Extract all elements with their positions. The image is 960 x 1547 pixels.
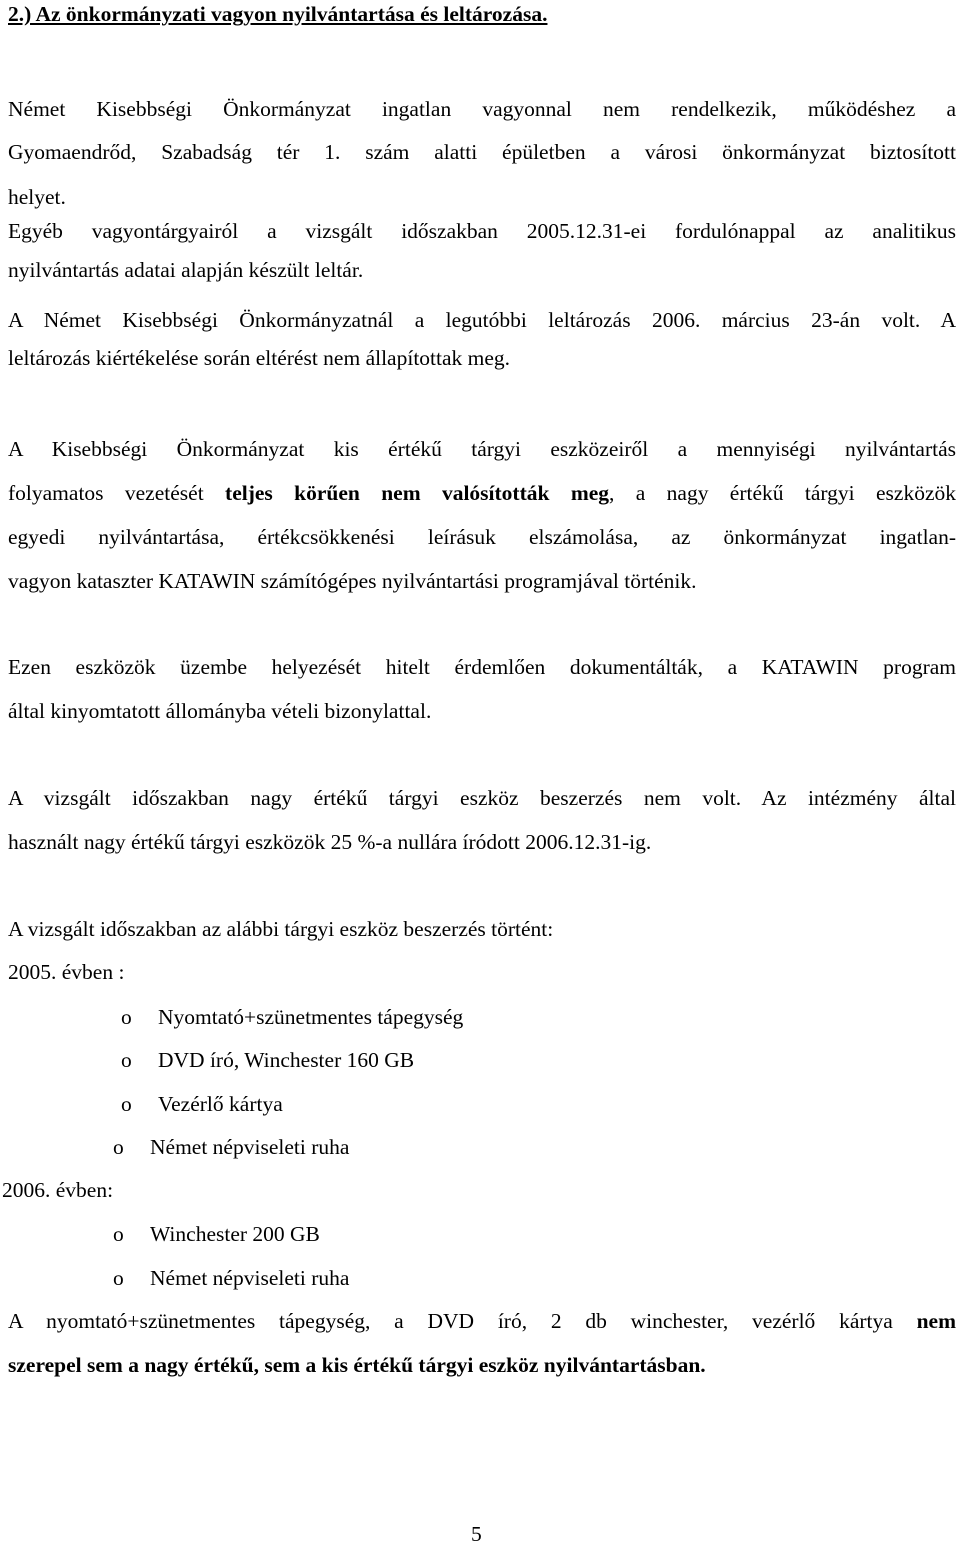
p6-line-2: használt nagy értékű tárgyi eszközök 25 %-a nullára íródott 2006.12.31-ig. bbox=[8, 830, 652, 854]
bullet-icon: o bbox=[113, 1135, 124, 1159]
p8-bold-line: szerepel sem a nagy értékű, sem a kis értékű tárgyi eszköz nyilvántartásban. bbox=[8, 1353, 706, 1377]
p8-bold-word: nem bbox=[916, 1309, 957, 1333]
p8-line-1-pre: A nyomtató+szünetmentes tápegység, a DVD író, 2 db winchester, vezérlő kártya bbox=[8, 1309, 893, 1333]
p4-line-1: A Kisebbségi Önkormányzat kis értékű tárgyi eszközeiről a mennyiségi nyilvántartás bbox=[8, 437, 956, 461]
p4-line-2 bbox=[8, 471, 956, 515]
p3-line-1: A Német Kisebbségi Önkormányzatnál a legutóbbi leltározás 2006. március 23-án volt. A bbox=[8, 308, 956, 332]
p3-line-2: leltározás kiértékelése során eltérést nem állapítottak meg. bbox=[8, 346, 511, 370]
p2-line-1: Egyéb vagyontárgyairól a vizsgált időszakban 2005.12.31-ei fordulónappal az analitikus bbox=[8, 219, 956, 243]
list-item-label: Vezérlő kártya bbox=[158, 1092, 283, 1116]
list-item bbox=[113, 1125, 349, 1169]
p4-line-3: egyedi nyilvántartása, értékcsökkenési leírásuk elszámolása, az önkormányzat ingatlan- bbox=[8, 525, 956, 549]
p1-line-3: helyet. bbox=[8, 185, 66, 209]
paragraph-2 bbox=[8, 210, 956, 288]
paragraph-5 bbox=[8, 645, 956, 733]
p4-line-4: vagyon kataszter KATAWIN számítógépes nyilvántartási programjával történik. bbox=[8, 569, 697, 593]
p8-line-1 bbox=[8, 1299, 956, 1343]
list-item bbox=[113, 1212, 320, 1256]
p4-bold-phrase: teljes körűen nem valósították meg bbox=[225, 481, 610, 505]
list-item bbox=[121, 995, 463, 1039]
list-item-label: Német népviseleti ruha bbox=[150, 1135, 350, 1159]
list-item bbox=[121, 1082, 283, 1126]
p5-line-2: által kinyomtatott állományba vételi bizonylattal. bbox=[8, 699, 432, 723]
section-heading: 2.) Az önkormányzati vagyon nyilvántartása és leltározása. bbox=[8, 2, 548, 26]
paragraph-7: A vizsgált időszakban az alábbi tárgyi eszköz beszerzés történt: bbox=[8, 917, 554, 941]
year-2005-label: 2005. évben : bbox=[8, 960, 125, 984]
list-item-label: Német népviseleti ruha bbox=[150, 1266, 350, 1290]
p8-line-2 bbox=[8, 1343, 956, 1387]
list-item bbox=[113, 1256, 349, 1300]
year-2006-label: 2006. évben: bbox=[2, 1178, 114, 1202]
p6-line-1: A vizsgált időszakban nagy értékű tárgyi eszköz beszerzés nem volt. Az intézmény által bbox=[8, 786, 956, 810]
page-number: 5 bbox=[471, 1522, 482, 1546]
p2-line-2: nyilvántartás adatai alapján készült leltár. bbox=[8, 258, 364, 282]
bullet-icon: o bbox=[121, 1048, 132, 1072]
paragraph-3 bbox=[8, 300, 956, 376]
paragraph-6 bbox=[8, 776, 956, 864]
bullet-icon: o bbox=[113, 1266, 124, 1290]
p4-line-2-pre: folyamatos vezetését bbox=[8, 481, 204, 505]
p1-line-2: Gyomaendrőd, Szabadság tér 1. szám alatti épületben a városi önkormányzat biztosított bbox=[8, 140, 956, 164]
paragraph-8 bbox=[8, 1299, 956, 1387]
bullet-icon: o bbox=[121, 1005, 132, 1029]
p4-line-2-post: , a nagy értékű tárgyi eszközök bbox=[609, 481, 956, 505]
list-item-label: Winchester 200 GB bbox=[150, 1222, 320, 1246]
p1-line-1: Német Kisebbségi Önkormányzat ingatlan vagyonnal nem rendelkezik, működéshez a bbox=[8, 97, 956, 121]
paragraph-4 bbox=[8, 427, 956, 603]
list-item-label: DVD író, Winchester 160 GB bbox=[158, 1048, 415, 1072]
bullet-icon: o bbox=[113, 1222, 124, 1246]
p5-line-1: Ezen eszközök üzembe helyezését hitelt érdemlően dokumentálták, a KATAWIN program bbox=[8, 655, 956, 679]
bullet-icon: o bbox=[121, 1092, 132, 1116]
list-item bbox=[121, 1038, 414, 1082]
paragraph-1 bbox=[8, 88, 956, 220]
list-item-label: Nyomtató+szünetmentes tápegység bbox=[158, 1005, 464, 1029]
